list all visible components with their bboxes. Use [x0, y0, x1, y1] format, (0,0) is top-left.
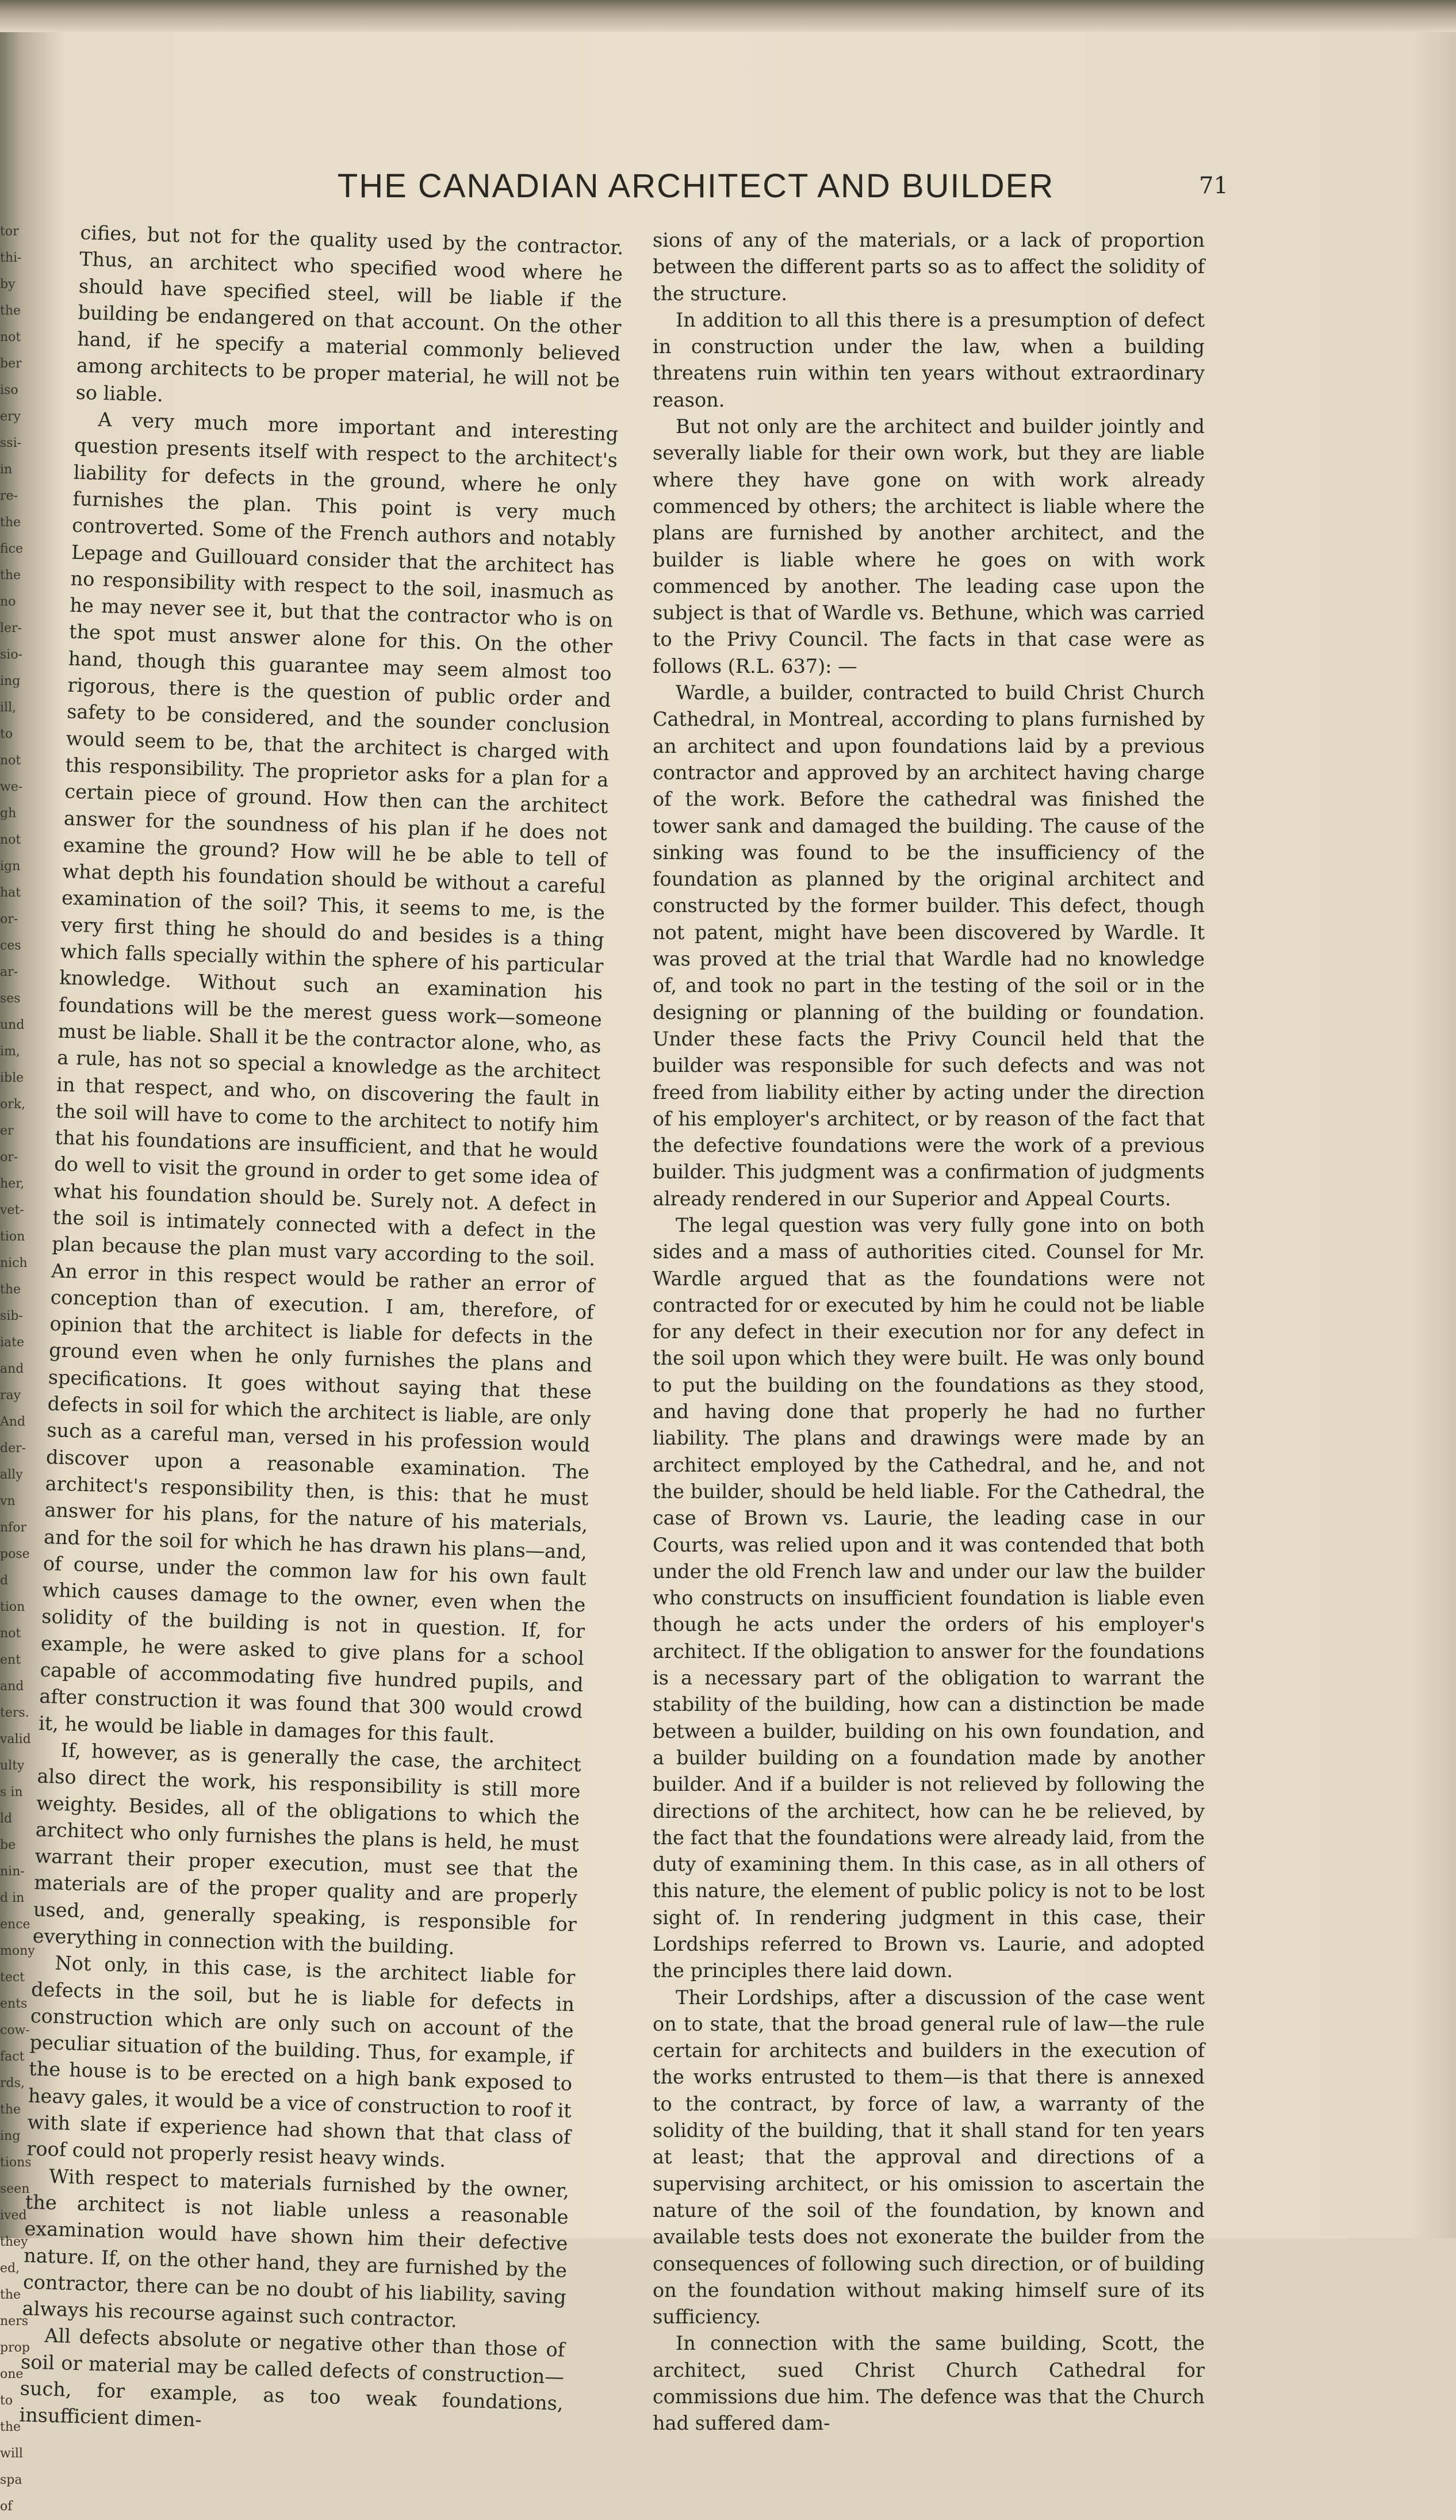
gutter-fragment: the: [0, 304, 21, 318]
gutter-fragment: ent: [0, 1653, 21, 1667]
running-header: THE CANADIAN ARCHITECT AND BUILDER: [337, 167, 1055, 205]
gutter-fragment: no: [0, 595, 16, 609]
gutter-fragment: ld be: [0, 1812, 16, 1852]
paragraph: The legal question was very fully gone into on both sides and a mass of authorities cited. Counsel for Mr. Wardle argued that as the foundations were not contracted for or executed by him he could not be liable for any defect in their execution nor for any defect in the soil upon which they were built. He was only bound to put the building on the foundations as they stood, and having done that properly he had no further liability. The plans and drawings were made by an architect employed by the Cathedral, and he, and not the builder, should be held liable. For the Cathedral, the case of Brown vs. Laurie, the leading case in our Courts, was relied upon and it was contended that both under the old French law and under our law the builder who constructs on insufficient foundation is liable even though he acts under the orders of his employer's architect. If the obligation to answer for the foundations is a necessary part of the obligation to warrant the stability of the building, how can a distinction be made between a builder, building on his own foundation, and a builder building on a foundation made by another builder. And if a builder is not relieved by following the directions of the architect, how can he be relieved, by the fact that the foundations were already laid, from the duty of examining them. In this case, as in all others of this nature, the element of public policy is not to be lost sight of. In rendering judgment in this case, their Lordships referred to Brown vs. Laurie, and adopted the principles there laid down.: [653, 1213, 1205, 1982]
paragraph: Their Lordships, after a discussion of the case went on to state, that the broad general rule of law—the rule certain for architects and builders in the execution of the works entrusted to them—is that there is annexed to the contract, by force of law, a warranty of the solidity of the building, that it shall stand for ten years at least; that the approval and directions of a supervising architect, or his omission to ascertain the nature of the soil of the foundation, by known and available tests does not exonerate the builder from the consequences of following such direction, or of building on the foundation without making himself sure of its sufficiency.: [653, 1986, 1205, 2328]
gutter-fragment: nin-: [0, 1864, 25, 1879]
gutter-fragment: tions: [0, 2155, 32, 2170]
gutter-fragment: ar-: [0, 965, 18, 979]
gutter-fragment: by: [0, 277, 16, 292]
paragraph: In connection with the same building, Scott, the architect, sued Christ Church Cathedral for commissions due him. The defence was that the Church had suffered dam-: [653, 2332, 1205, 2435]
gutter-fragment: tect: [0, 1970, 25, 1985]
paragraph: With respect to materials furnished by the owner, the architect is not liable unless a reasonable examination would have shown him their defective nature. If, on the other hand, they are furnished by the contractor, there can be no doubt of his liability, saving always his recourse against such contractor.: [22, 2165, 570, 2332]
gutter-fragment: the: [0, 1282, 21, 1297]
gutter-fragment: tion: [0, 1230, 25, 1244]
gutter-fragment: one: [0, 2367, 24, 2381]
gutter-fragment: the: [0, 2102, 21, 2117]
gutter-fragment: and: [0, 1362, 24, 1376]
gutter-fragment: ign: [0, 859, 21, 874]
gutter-fragment: the: [0, 2288, 21, 2302]
gutter-fragment: not: [0, 330, 21, 344]
paragraph: If, however, as is generally the case, the architect also direct the work, his responsibility is still more weighty. Besides, all of the obligations to which the architect who only furnishes the plans is held, he must warrant their proper execution, must see that the materials are of the proper quality and are properly used, and, generally speaking, is responsible for everything in connection with the building.: [32, 1738, 582, 1959]
gutter-fragment: pose: [0, 1547, 30, 1561]
gutter-fragment: of: [0, 2499, 13, 2514]
gutter-fragment: ber: [0, 357, 22, 371]
gutter-fragment: not: [0, 753, 21, 768]
gutter-fragment: ence: [0, 1917, 30, 1932]
gutter-fragment: vn: [0, 1494, 16, 1508]
paragraph: cifies, but not for the quality used by the contractor. Thus, an architect who specified wood where he should have specified steel, will be liable if the building be endangered on that account. On the other hand, if he specify a material commonly believed among architects to be proper material, he will not be so liable.: [75, 221, 624, 406]
gutter-fragment: they: [0, 2235, 28, 2249]
gutter-fragment: nich: [0, 1256, 28, 1270]
gutter-fragment: der-: [0, 1441, 26, 1456]
paragraph: All defects absolute or negative other than those of soil or material may be called defects of construction—such, for example, as too weak foundations, insufficient dimen-: [19, 2324, 565, 2431]
gutter-fragment: ing: [0, 2129, 21, 2143]
page-number: 71: [1199, 173, 1228, 199]
gutter-fragment: rds,: [0, 2076, 25, 2090]
gutter-fragment: re-: [0, 489, 18, 503]
right-text-column: [653, 227, 1205, 2437]
gutter-fragment: ses: [0, 991, 21, 1006]
gutter-fragment: valid: [0, 1732, 31, 1747]
gutter-fragment: or-: [0, 912, 18, 926]
paragraph: Not only, in this case, is the architect liable for defects in the soil, but he is liable for defects in construction which are only such on account of the peculiar situation of the building. Thus, for example, if the house is to be erected on a high bank exposed to heavy gales, it would be a vice of construction to roof it with slate if experience had shown that that class of roof could not properly resist heavy winds.: [26, 1952, 576, 2172]
gutter-fragment: ived: [0, 2208, 27, 2223]
gutter-fragment: to: [0, 727, 13, 741]
paragraph: sions of any of the materials, or a lack of proportion between the different parts so as to affect the solidity of the structure.: [653, 229, 1205, 305]
gutter-fragment: we-: [0, 780, 23, 794]
gutter-fragment: spa: [0, 2473, 22, 2487]
gutter-fragment: prop: [0, 2341, 30, 2355]
page-top-edge: [0, 0, 1456, 32]
gutter-fragment: d: [0, 1573, 9, 1588]
gutter-fragment: ssi-: [0, 436, 22, 450]
gutter-fragment: tor: [0, 224, 19, 239]
gutter-fragment: s in: [0, 1785, 23, 1799]
gutter-fragment: iate: [0, 1335, 25, 1350]
paragraph: But not only are the architect and builder jointly and severally liable for their own work, but they are liable where they have gone on with work already commenced by others; the architect is liable where the plans are furnished by another architect, and the builder is liable where he goes on with work commenced by another. The leading case upon the subject is that of Wardle vs. Bethune, which was carried to the Privy Council. The facts in that case were as follows (R.L. 637): —: [653, 415, 1205, 677]
gutter-fragment: her,: [0, 1177, 25, 1191]
gutter-fragment: ed,: [0, 2261, 20, 2276]
gutter-fragment: er: [0, 1124, 14, 1138]
gutter-fragment: im,: [0, 1044, 20, 1059]
gutter-fragment: fice: [0, 542, 24, 556]
gutter-fragment: ible: [0, 1071, 24, 1085]
gutter-fragment: ces: [0, 939, 21, 953]
gutter-fragment: the: [0, 568, 21, 583]
gutter-fragment: in: [0, 462, 13, 477]
gutter-fragment: ulty: [0, 1759, 25, 1773]
gutter-fragment: tion: [0, 1600, 25, 1614]
gutter-fragment: and: [0, 1679, 24, 1694]
gutter-fragment: gh: [0, 806, 17, 821]
gutter-fragment: thi-: [0, 251, 22, 265]
gutter-fragment: sio-: [0, 648, 23, 662]
gutter-fragment: und: [0, 1018, 25, 1032]
gutter-fragment: ork,: [0, 1097, 26, 1112]
gutter-fragment: to: [0, 2393, 13, 2408]
gutter-fragment: ler-: [0, 621, 22, 635]
gutter-fragment: iso: [0, 383, 18, 397]
left-text-column: [19, 220, 624, 2444]
gutter-fragment: not: [0, 833, 21, 847]
gutter-fragment: cow-: [0, 2023, 30, 2038]
gutter-fragment: fact: [0, 2050, 25, 2064]
gutter-fragment: or-: [0, 1150, 18, 1165]
gutter-fragment: ners: [0, 2314, 28, 2328]
gutter-fragment: d in: [0, 1891, 25, 1905]
gutter-fragment: will: [0, 2446, 23, 2461]
gutter-text-fragments: [0, 219, 35, 2514]
gutter-fragment: mony: [0, 1944, 35, 1958]
gutter-fragment: hat: [0, 886, 21, 900]
gutter-fragment: the: [0, 515, 21, 530]
gutter-fragment: ents: [0, 1997, 28, 2011]
paragraph: In addition to all this there is a presumption of defect in construction under the law, when a building threatens ruin within ten years without extraordinary reason.: [653, 308, 1205, 411]
gutter-fragment: not: [0, 1626, 21, 1641]
gutter-fragment: ally: [0, 1468, 23, 1482]
gutter-fragment: seen: [0, 2182, 30, 2196]
gutter-fragment: vet-: [0, 1203, 24, 1217]
gutter-fragment: ing: [0, 674, 21, 688]
gutter-fragment: ters.: [0, 1706, 29, 1720]
gutter-fragment: ery: [0, 409, 21, 424]
gutter-fragment: the: [0, 2420, 21, 2434]
gutter-fragment: sib-: [0, 1309, 23, 1323]
paragraph: A very much more important and interesting question presents itself with respect to the architect's liability for defects in the ground, where he only furnishes the plan. This point is very much controverted. Some of the French authors and notably Lepage and Guillouard consider that the architect has no responsibility with respect to the soil, inasmuch as he may never see it, but that the contractor who is on the spot must answer alone for this. On the other hand, though this guarantee may seem almost too rigorous, there is the question of public order and safety to be considered, and the sounder conclusion would seem to be, that the architect is charged with this responsibility. The proprietor asks for a plan for a certain piece of ground. How then can the architect answer for the soundness of his plan if he does not examine the ground? How will he be able to tell of what depth his foundation should be without a careful examination of the soil? This, it seems to me, is the very first thing he should do and besides is a thing which falls specially within the sphere of his particular knowledge. Without such an examination his foundations will be the merest guess work—someone must be liable. Shall it be the contractor alone, who, as a rule, has not so special a knowledge as the architect in that respect, and who, on discovering the fault in the soil will have to come to the architect to notify him that his foundations are insufficient, and that he would do well to visit the ground in order to get some idea of what his foundation should be. Surely not. A defect in the soil is intimately connected with a defect in the plan because the plan must vary according to the soil. An error in this respect would be rather an error of conception than of execution. I am, therefore, of opinion that the architect is liable for defects in the ground even when he only furnishes the plans and specifications. It goes without saying that these defects in soil for which the architect is liable, are only such as a careful man, versed in his profession would discover upon a reasonable examination. The architect's responsibility then, is this: that he must answer for his plans, for the nature of his materials, and for the soil for which he has drawn his plans—and, of course, under the common law for his own fault which causes damage to the owner, even when the solidity of the building is not in question. If, for example, he were asked to give plans for a school capable of accommodating five hundred pupils, and after construction it was found that 300 would crowd it, he would be liable in damages for this fault.: [38, 408, 619, 1747]
gutter-fragment: nfor: [0, 1521, 27, 1535]
gutter-fragment: And: [0, 1415, 26, 1429]
gutter-fragment: ill,: [0, 700, 17, 715]
paragraph: Wardle, a builder, contracted to build Christ Church Cathedral, in Montreal, according to plans furnished by an architect and upon foundations laid by a previous contractor and approved by an architect having charge of the work. Before the cathedral was finished the tower sank and damaged the building. The cause of the sinking was found to be the insufficiency of the foundation as planned by the original architect and constructed by the former builder. This defect, though not patent, might have been discovered by Wardle. It was proved at the trial that Wardle had no knowledge of, and took no part in the testing of the soil or in the designing or planning of the building or foundation. Under these facts the Privy Council held that the builder was responsible for such defects and was not freed from liability either by acting under the direction of his employer's architect, or by reason of the fact that the defective foundations were the work of a previous builder. This judgment was a confirmation of judgments already rendered in our Superior and Appeal Courts.: [653, 681, 1205, 1210]
gutter-fragment: ray: [0, 1388, 21, 1403]
